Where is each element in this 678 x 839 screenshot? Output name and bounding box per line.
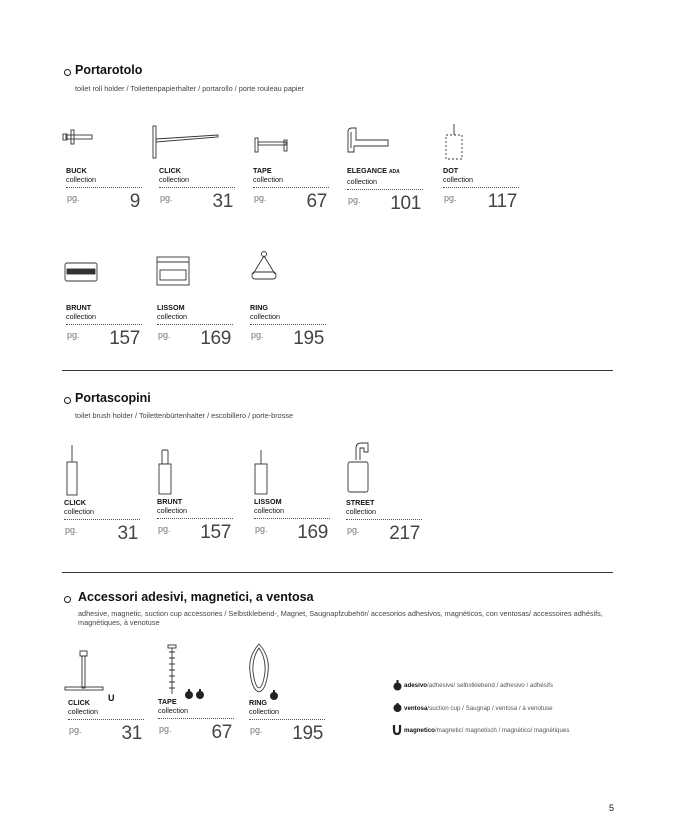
suction-cup-icon: [393, 703, 402, 713]
collection-label: collection: [64, 507, 94, 516]
collection-label: collection: [157, 312, 187, 321]
elegance-roll-holder-icon: [346, 126, 392, 154]
section-subtitle: adhesive, magnetic, suction cup accessories / Selbstklebend-, Magnet, Saugnapfzubehör/ accesorios adhesivos, magnéticos, con ventosas/ accessoires adhésifs, magnétiques, à venotuse: [78, 609, 603, 627]
page-prefix: pg.: [348, 195, 361, 205]
section-title: Accessori adesivi, magnetici, a ventosa: [78, 590, 314, 604]
page-reference: 31: [117, 523, 138, 544]
page-prefix: pg.: [254, 193, 267, 203]
page-prefix: pg.: [158, 524, 171, 534]
page-prefix: pg.: [160, 193, 173, 203]
collection-name-text: ELEGANCE: [347, 166, 387, 175]
page-reference: 157: [109, 328, 140, 349]
collection-card[interactable]: [254, 497, 330, 541]
collection-card[interactable]: [159, 166, 235, 210]
collection-label: collection: [66, 175, 96, 184]
collection-name: [347, 166, 423, 177]
legend-suction-cup: [404, 705, 553, 712]
collection-name: [158, 697, 234, 706]
collection-label: collection: [254, 506, 284, 515]
collection-name: BRUNT: [66, 303, 92, 312]
collection-name-suffix: ADA: [388, 169, 400, 175]
section-title: Portascopini: [75, 391, 151, 405]
page-reference: 169: [297, 522, 328, 543]
legend-term: magnetico: [404, 727, 435, 734]
collection-card[interactable]: [250, 303, 326, 347]
legend-adhesive: [404, 682, 553, 689]
page-reference: 67: [211, 722, 232, 743]
page-number: 5: [608, 803, 614, 813]
page-reference: 31: [212, 191, 233, 212]
section-subtitle: toilet roll holder / Toilettenpapierhalter / portarollo / porte rouleau papier: [75, 84, 305, 93]
collection-name: CLICK: [64, 498, 86, 507]
collection-card[interactable]: [66, 303, 142, 347]
section-bullet-icon: [64, 69, 71, 76]
click-brush-holder-icon: [66, 444, 78, 496]
collection-name: BUCK: [66, 166, 87, 175]
collection-name-text: RING: [249, 698, 267, 707]
page-prefix: pg.: [255, 524, 268, 534]
ring-accessory-icon: [246, 642, 272, 694]
page-reference: 117: [487, 191, 517, 212]
collection-card[interactable]: [443, 166, 519, 210]
collection-label: collection: [250, 312, 280, 321]
page-reference: 195: [293, 328, 324, 349]
collection-card[interactable]: [157, 497, 233, 541]
lissom-brush-holder-icon: [254, 449, 268, 495]
page-prefix: pg.: [67, 193, 80, 203]
collection-name: RING: [250, 303, 268, 312]
page-prefix: pg.: [444, 193, 457, 203]
collection-card[interactable]: [158, 697, 234, 741]
lissom-roll-holder-icon: [156, 256, 190, 286]
section-title: Portarotolo: [75, 63, 143, 77]
collection-card[interactable]: [68, 698, 144, 742]
page-prefix: pg.: [67, 330, 80, 340]
collection-name: BRUNT: [157, 497, 183, 506]
collection-name: LISSOM: [254, 497, 282, 506]
page-reference: 67: [306, 191, 327, 212]
collection-card[interactable]: [346, 498, 422, 542]
page-reference: 31: [121, 723, 142, 744]
collection-name: STREET: [346, 498, 375, 507]
section-divider: [62, 572, 613, 573]
page-prefix: pg.: [69, 725, 82, 735]
page-reference: 195: [292, 723, 323, 744]
page-prefix: pg.: [250, 725, 263, 735]
brunt-brush-holder-icon: [158, 449, 172, 495]
collection-name: CLICK: [159, 166, 181, 175]
collection-label: collection: [157, 506, 187, 515]
legend-term: adesivo: [404, 682, 428, 689]
magnetic-badge: U: [108, 693, 115, 703]
section-subtitle: toilet brush holder / Toilettenbürtenhalter / escobillero / porte-brosse: [75, 411, 294, 420]
legend-magnetic: [404, 727, 569, 734]
page-prefix: pg.: [159, 724, 172, 734]
legend-description: /magnetic/ magnetisch / magnético/ magnétiques: [434, 727, 570, 734]
collection-label: collection: [68, 707, 98, 716]
page-reference: 217: [389, 523, 420, 544]
section-bullet-icon: [64, 397, 71, 404]
page-prefix: pg.: [65, 525, 78, 535]
collection-card[interactable]: [347, 166, 423, 212]
tape-accessory-icon: [165, 644, 179, 696]
street-brush-holder-icon: [344, 442, 374, 494]
page-reference: 169: [200, 328, 231, 349]
legend-term: ventosa: [404, 705, 428, 712]
page-prefix: pg.: [158, 330, 171, 340]
adhesive-icon: [393, 680, 402, 691]
collection-name: LISSOM: [157, 303, 185, 312]
collection-name: [249, 698, 325, 707]
magnetic-icon: [392, 724, 402, 735]
buck-roll-holder-icon: [62, 127, 94, 153]
collection-label: collection: [346, 507, 376, 516]
legend-description: /adhesive/ selbstklebend / adhesivo / adhésifs: [427, 682, 553, 689]
click-roll-holder-icon: [152, 124, 222, 160]
collection-card[interactable]: [157, 303, 233, 347]
collection-card[interactable]: [66, 166, 142, 210]
section-divider: [62, 370, 613, 371]
click-accessory-icon: [64, 650, 104, 692]
page-reference: 9: [129, 191, 140, 212]
collection-card[interactable]: [64, 498, 140, 542]
adhesive-icon: [184, 689, 206, 701]
collection-label: collection: [347, 177, 377, 186]
page-reference: 157: [200, 522, 231, 543]
dot-roll-holder-icon: [442, 123, 466, 163]
tape-roll-holder-icon: [254, 135, 288, 155]
collection-label: collection: [158, 706, 188, 715]
brunt-roll-holder-icon: [64, 262, 98, 282]
page-prefix: pg.: [251, 330, 264, 340]
collection-name: CLICK: [68, 698, 90, 707]
page-prefix: pg.: [347, 525, 360, 535]
collection-label: collection: [443, 175, 473, 184]
collection-name: TAPE: [253, 166, 272, 175]
legend-description: /suction cup / Saugnap / ventosa / à venotuse: [427, 705, 553, 712]
collection-label: collection: [249, 707, 279, 716]
ring-roll-holder-icon: [250, 250, 278, 286]
adhesive-icon: [269, 689, 279, 701]
page-reference: 101: [390, 193, 421, 214]
collection-label: collection: [66, 312, 96, 321]
section-bullet-icon: [64, 596, 71, 603]
collection-card[interactable]: [253, 166, 329, 210]
collection-card[interactable]: [249, 698, 325, 742]
collection-label: collection: [159, 175, 189, 184]
collection-label: collection: [253, 175, 283, 184]
collection-name: DOT: [443, 166, 459, 175]
collection-name-text: TAPE: [158, 697, 177, 706]
